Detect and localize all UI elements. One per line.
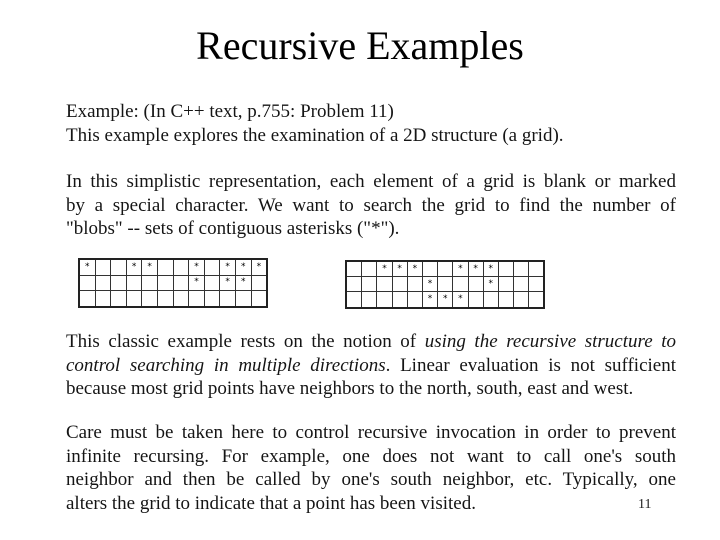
paragraph-line: because most grid points have neighbors to the north, south, east and west.: [66, 378, 634, 399]
grid-cell: *: [453, 292, 468, 308]
paragraph-line: Example: (In C++ text, p.755: Problem 11): [66, 101, 394, 122]
grid-cell: [173, 291, 189, 307]
grid-cell: *: [422, 277, 437, 292]
grid-cell: [438, 261, 453, 277]
grid-cell: *: [189, 259, 205, 275]
grid-cell: [142, 291, 158, 307]
grid-cell: [220, 291, 236, 307]
paragraph-line: Care must be taken here to control recursive invocation in order to prevent: [66, 422, 676, 443]
grid-cell: [204, 275, 220, 291]
grid-cell: [79, 275, 95, 291]
grid-row: [79, 291, 267, 307]
paragraph-line: infinite recursing. For example, one does not want to call one's south: [66, 445, 676, 467]
grid-cell: *: [220, 275, 236, 291]
grid-cell: [529, 277, 545, 292]
grid-cell: [468, 292, 483, 308]
grid-row: [79, 275, 267, 291]
grid-cell: [483, 292, 498, 308]
grid-cell: [111, 291, 127, 307]
grid-cell: [498, 261, 513, 277]
slide-title: Recursive Examples: [196, 23, 524, 68]
grid-row: [346, 292, 544, 308]
grid-cell: *: [453, 261, 468, 277]
paragraph-line: alters the grid to indicate that a point has been visited.: [66, 492, 476, 514]
paragraph-representation: [66, 170, 676, 241]
grid-cell: *: [377, 261, 392, 277]
grid-cell: [95, 291, 111, 307]
grid-row: [346, 277, 544, 292]
grid-cell: [251, 275, 267, 291]
grid-cell: [79, 291, 95, 307]
paragraph-intro: [66, 100, 676, 147]
grid-cell: [235, 291, 251, 307]
grid-cell: [498, 277, 513, 292]
grid-cell: *: [126, 259, 142, 275]
grid-cell: [514, 292, 529, 308]
grid-cell: *: [422, 292, 437, 308]
paragraph-line: In this simplistic representation, each element of a grid is blank or marked: [66, 171, 676, 192]
grid-cell: [111, 275, 127, 291]
paragraph-line: [66, 330, 676, 354]
grid-cell: *: [407, 261, 422, 277]
grid-right: [345, 260, 545, 309]
grid-cell: [498, 292, 513, 308]
grid-cell: [514, 261, 529, 277]
grid-cell: [407, 277, 422, 292]
grid-cell: [529, 261, 545, 277]
paragraph-line: neighbor and then be called by one's south neighbor, etc. Typically, one: [66, 469, 676, 490]
italic-text: control searching in multiple directions: [66, 354, 386, 376]
paragraph-line: This example explores the examination of a 2D structure (a grid).: [66, 124, 564, 146]
grid-cell: [204, 259, 220, 275]
grid-left: [78, 258, 268, 308]
grid-cell: *: [79, 259, 95, 275]
grid-cell: *: [438, 292, 453, 308]
paragraph-line: by a special character. We want to search the grid to find the number of: [66, 194, 676, 216]
grid-cell: *: [189, 275, 205, 291]
grid-cell: *: [483, 261, 498, 277]
grid-cell: [173, 259, 189, 275]
grid-cell: [377, 277, 392, 292]
grid-cell: *: [142, 259, 158, 275]
grid-cell: [126, 275, 142, 291]
grid-cell: *: [251, 259, 267, 275]
grid-cell: [189, 291, 205, 307]
grid-cell: [362, 292, 377, 308]
paragraph-recursive-structure: [66, 330, 676, 401]
page-number: 11: [638, 497, 652, 512]
grid-cell: [407, 292, 422, 308]
grid-cell: [111, 259, 127, 275]
grid-cell: *: [235, 275, 251, 291]
grid-cell: *: [235, 259, 251, 275]
grid-cell: *: [392, 261, 407, 277]
grid-cell: [377, 292, 392, 308]
grid-cell: [362, 261, 377, 277]
grid-row: [346, 261, 544, 277]
grid-cell: *: [468, 261, 483, 277]
grid-cell: [362, 277, 377, 292]
grid-cell: [529, 292, 545, 308]
text-span: This classic example rests on the notion of: [66, 331, 425, 352]
grid-cell: [204, 291, 220, 307]
grid-cell: [142, 275, 158, 291]
grid-cell: [95, 259, 111, 275]
grid-cell: [514, 277, 529, 292]
grid-cell: [346, 277, 362, 292]
text-span: . Linear evaluation is not sufficient: [385, 354, 677, 376]
grid-cell: [392, 277, 407, 292]
grid-cell: [126, 291, 142, 307]
grid-cell: [251, 291, 267, 307]
grid-cell: [346, 292, 362, 308]
grid-cell: [422, 261, 437, 277]
grid-cell: [438, 277, 453, 292]
grid-cell: [346, 261, 362, 277]
grid-cell: [157, 259, 173, 275]
grid-cell: [95, 275, 111, 291]
paragraph-line: "blobs" -- sets of contiguous asterisks ("*").: [66, 218, 400, 239]
grid-cell: [157, 275, 173, 291]
grid-cell: [453, 277, 468, 292]
grid-cell: [173, 275, 189, 291]
italic-text: using the recursive structure to: [424, 331, 676, 352]
grid-cell: *: [220, 259, 236, 275]
grid-row: [79, 259, 267, 275]
grid-cell: [468, 277, 483, 292]
grid-cell: *: [483, 277, 498, 292]
grid-cell: [392, 292, 407, 308]
grid-cell: [157, 291, 173, 307]
paragraph-line: [66, 354, 676, 378]
paragraph-care: [66, 421, 676, 515]
